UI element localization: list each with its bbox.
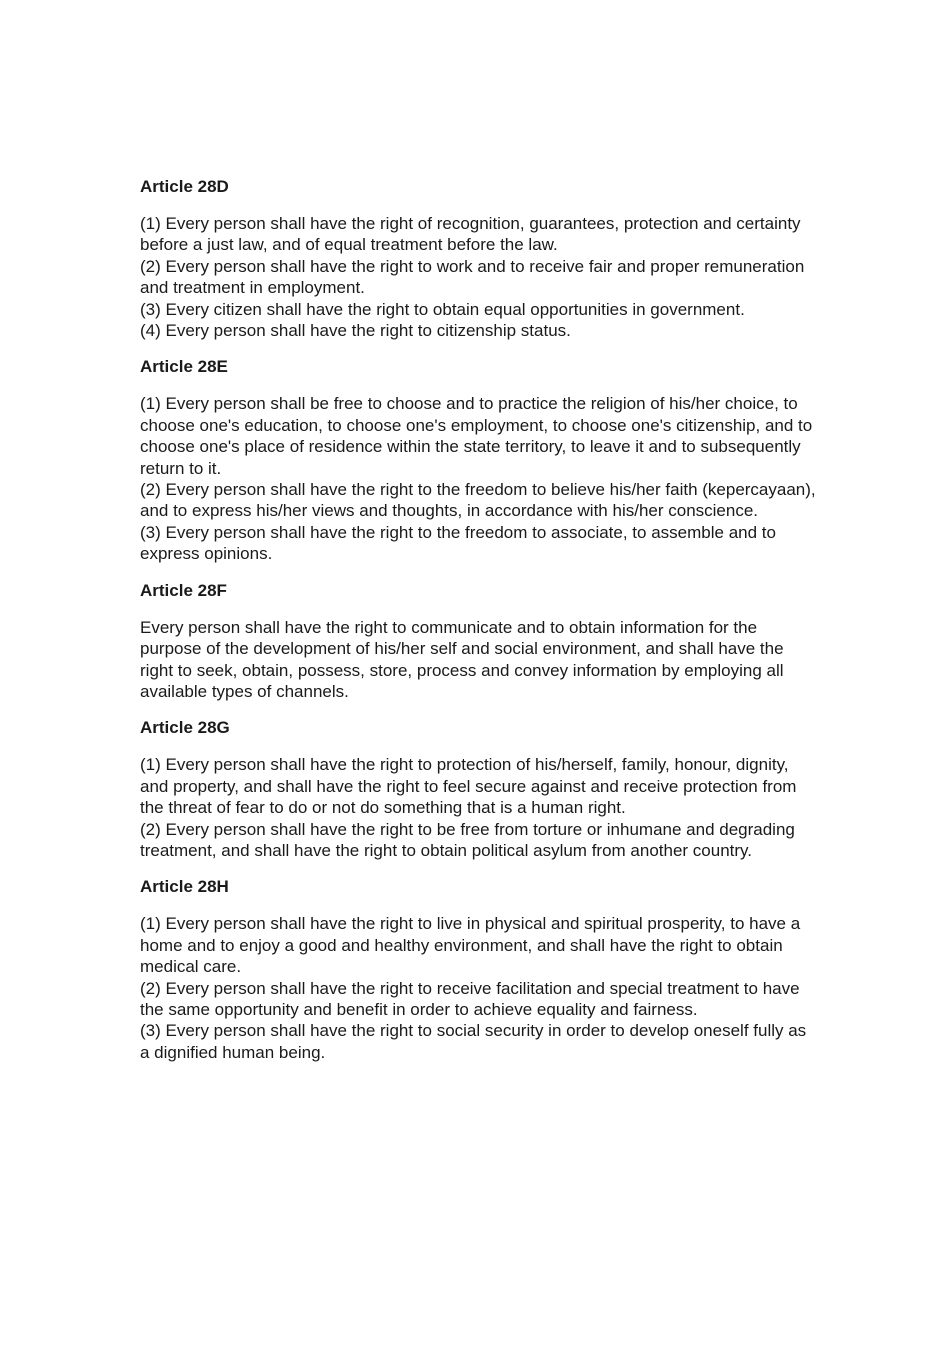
- article-28f: [140, 580, 820, 703]
- article-body: [140, 913, 820, 1063]
- article-paragraph: (2) Every person shall have the right to be free from torture or inhumane and degrading treatment, and shall have the right to obtain political asylum from another country.: [140, 819, 795, 860]
- article-heading: Article 28G: [140, 718, 230, 738]
- article-paragraph: (4) Every person shall have the right to citizenship status.: [140, 321, 571, 341]
- article-paragraph: (1) Every person shall have the right to protection of his/herself, family, honour, dignity, and property, and shall have the right to feel secure against and receive protection from the threat of fear to do or not do something that is a human right.: [140, 755, 797, 818]
- article-heading: Article 28E: [140, 357, 228, 377]
- article-body: [140, 213, 820, 341]
- article-paragraph: (3) Every citizen shall have the right to obtain equal opportunities in government.: [140, 299, 745, 319]
- article-28d: [140, 176, 820, 341]
- article-paragraph: (3) Every person shall have the right to social security in order to develop oneself fully as a dignified human being.: [140, 1021, 807, 1062]
- article-body: [140, 754, 820, 861]
- article-heading: Article 28H: [140, 877, 229, 897]
- article-paragraph: (1) Every person shall have the right of recognition, guarantees, protection and certainty before a just law, and of equal treatment before the law.: [140, 214, 801, 255]
- document-page: [140, 176, 820, 1078]
- article-body: [140, 617, 820, 703]
- article-paragraph: (3) Every person shall have the right to the freedom to associate, to assemble and to express opinions.: [140, 522, 776, 564]
- article-paragraph: (1) Every person shall be free to choose and to practice the religion of his/her choice, to choose one's education, to choose one's employment, to choose one's citizenship, and to choose one's place of residence within the state territory, to leave it and to subsequently return to it.: [140, 394, 813, 478]
- article-28e: [140, 356, 820, 564]
- article-heading: Article 28F: [140, 580, 227, 600]
- article-paragraph: (2) Every person shall have the right to work and to receive fair and proper remuneration and treatment in employment.: [140, 256, 805, 298]
- article-paragraph: (2) Every person shall have the right to the freedom to believe his/her faith (kepercayaan), and to express his/her views and thoughts, in accordance with his/her conscience.: [140, 480, 816, 521]
- article-heading: Article 28D: [140, 177, 229, 196]
- article-body: [140, 393, 820, 564]
- article-28h: [140, 876, 820, 1063]
- article-paragraph: (2) Every person shall have the right to receive facilitation and special treatment to have the same opportunity and benefit in order to achieve equality and fairness.: [140, 978, 800, 1019]
- article-28g: [140, 717, 820, 861]
- article-paragraph: Every person shall have the right to communicate and to obtain information for the purpose of the development of his/her self and social environment, and shall have the right to seek, obtain, possess, store, process and convey information by employing all available types of channels.: [140, 617, 784, 701]
- article-paragraph: (1) Every person shall have the right to live in physical and spiritual prosperity, to have a home and to enjoy a good and healthy environment, and shall have the right to obtain medical care.: [140, 914, 801, 977]
